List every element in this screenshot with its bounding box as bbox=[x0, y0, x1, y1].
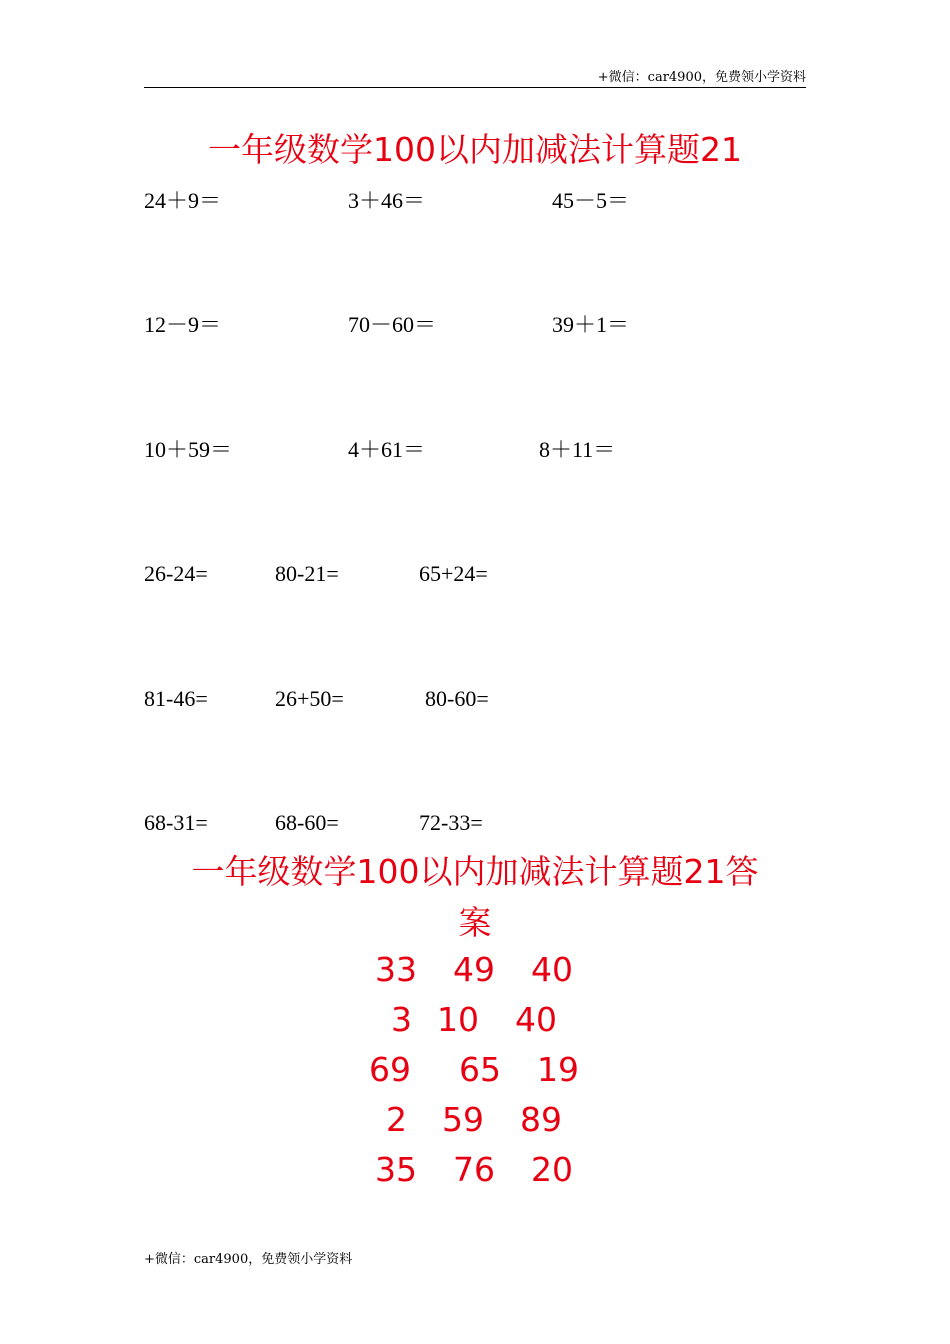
answer-5-2: 76 bbox=[453, 1150, 495, 1189]
answer-3-1: 69 bbox=[369, 1050, 411, 1089]
problem-5-1: 81-46= bbox=[144, 686, 208, 711]
problem-6-1: 68-31= bbox=[144, 810, 208, 835]
problem-1-1: 24＋9＝ bbox=[144, 188, 222, 213]
answer-4-3: 89 bbox=[520, 1100, 562, 1139]
page-title: 一年级数学100以内加减法计算题21 bbox=[208, 130, 742, 169]
header-rule bbox=[144, 87, 806, 88]
answer-5-3: 20 bbox=[531, 1150, 573, 1189]
problem-4-2: 80-21= bbox=[275, 561, 339, 586]
answer-2-2: 10 bbox=[437, 1000, 479, 1039]
problem-3-1: 10＋59＝ bbox=[144, 437, 233, 462]
problem-6-2: 68-60= bbox=[275, 810, 339, 835]
answer-1-2: 49 bbox=[453, 950, 495, 989]
header-note: +微信：car4900，免费领小学资料 bbox=[597, 70, 806, 85]
answer-4-1: 2 bbox=[386, 1100, 407, 1139]
answer-2-1: 3 bbox=[391, 1000, 412, 1039]
problem-1-3: 45－5＝ bbox=[552, 188, 630, 213]
problem-1-2: 3＋46＝ bbox=[348, 188, 426, 213]
problem-5-2: 26+50= bbox=[275, 686, 344, 711]
answer-5-1: 35 bbox=[375, 1150, 417, 1189]
problem-2-1: 12－9＝ bbox=[144, 312, 222, 337]
problem-5-3: 80-60= bbox=[425, 686, 489, 711]
problem-4-1: 26-24= bbox=[144, 561, 208, 586]
answer-2-3: 40 bbox=[515, 1000, 557, 1039]
problem-3-3: 8＋11＝ bbox=[539, 437, 616, 462]
footer-note: +微信：car4900，免费领小学资料 bbox=[144, 1252, 353, 1267]
answer-1-1: 33 bbox=[375, 950, 417, 989]
answer-3-3: 19 bbox=[537, 1050, 579, 1089]
answer-title: 一年级数学100以内加减法计算题21答 bbox=[191, 852, 759, 891]
answer-3-2: 65 bbox=[459, 1050, 501, 1089]
problem-3-2: 4＋61＝ bbox=[348, 437, 426, 462]
problem-2-3: 39＋1＝ bbox=[552, 312, 630, 337]
answer-4-2: 59 bbox=[442, 1100, 484, 1139]
problem-2-2: 70－60＝ bbox=[348, 312, 437, 337]
answer-1-3: 40 bbox=[531, 950, 573, 989]
problem-6-3: 72-33= bbox=[419, 810, 483, 835]
problem-4-3: 65+24= bbox=[419, 561, 488, 586]
answer-title-tail: 案 bbox=[458, 903, 492, 942]
